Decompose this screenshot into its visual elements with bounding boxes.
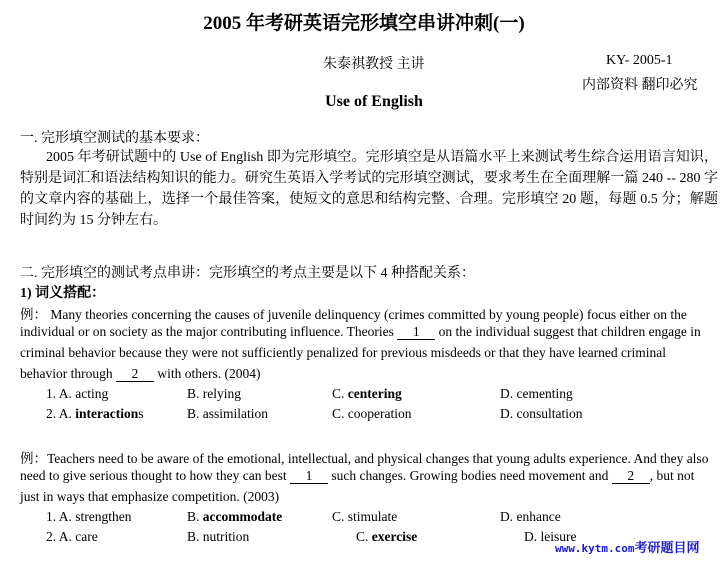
correct-answer: centering: [347, 386, 402, 401]
correct-answer: accommodate: [202, 509, 283, 524]
example1-line3: criminal behavior because they were not sufficiently penalized for previous misdeeds or that they have learned criminal: [20, 345, 667, 360]
option-1a: 1. A. strengthen: [46, 509, 132, 524]
option-1a: 1. A. acting: [46, 386, 109, 401]
example2-text: such changes. Growing bodies need movement and: [327, 468, 612, 483]
blank-2: 2: [612, 469, 650, 484]
section2-heading: 二. 完形填空的测试考点串讲：完形填空的考点主要是以下 4 种搭配关系：: [20, 266, 475, 281]
watermark-site-name: 考研题目网: [634, 540, 700, 555]
watermark-url: www.kytm.com: [555, 542, 635, 555]
lecturer-line: 朱泰祺教授 主讲: [323, 57, 425, 72]
example2-line2: [20, 468, 694, 484]
option-letter: C.: [356, 529, 372, 544]
option-2b: B. nutrition: [187, 529, 250, 544]
site-watermark: [555, 537, 700, 556]
example2-line1: 例：Teachers need to be aware of the emotional, intellectual, and physical changes that young adults experience. And they also: [20, 451, 709, 466]
blank-1: 1: [397, 325, 435, 340]
section1-body: 2005 年考研试题中的 Use of English 即为完形填空。完形填空是从语篇水平上来测试考生综合运用语言知识，特别是词汇和语法结构知识的能力。研究生英语入学考试的完形填空测试，要求考生在全面理解一篇 240 -- 280 字的文章内容的基础上，选择一个最佳答案，使短文的意思和结构完整、合理。完形填空 20 题，每题 0.5 分；解题时间约为 15 分钟左右。: [20, 150, 718, 228]
correct-answer: exercise: [371, 529, 418, 544]
example1-text: behavior through: [20, 366, 116, 381]
option-1c: C. stimulate: [332, 509, 398, 524]
blank-1: 1: [290, 469, 328, 484]
example1-line1: 例： Many theories concerning the causes of juvenile delinquency (crimes committed by young people) focus either on the: [20, 307, 687, 322]
option-2b: B. assimilation: [187, 406, 268, 421]
option-letter: 2. A.: [46, 406, 76, 421]
option-2d: D. leisure: [524, 529, 577, 544]
example1-text: on the individual suggest that children engage in: [435, 324, 701, 339]
option-2c: [356, 529, 417, 545]
example1-text: individual or on society as the major contributing influence. Theories: [20, 324, 398, 339]
option-1c: [332, 386, 402, 402]
example2-text: , but not: [649, 468, 695, 483]
section1-heading: 一. 完形填空测试的基本要求：: [20, 131, 209, 146]
example1-line4: [20, 366, 260, 382]
option-2c: C. cooperation: [332, 406, 412, 421]
option-2a: 2. A. care: [46, 529, 98, 544]
subsection-heading: 1) 词义搭配：: [20, 286, 106, 301]
internal-notice: 内部资料 翻印必究: [582, 78, 698, 93]
correct-answer: interaction: [75, 406, 139, 421]
document-subtitle: Use of English: [325, 93, 423, 110]
option-2d: D. consultation: [500, 406, 583, 421]
option-letter: B.: [187, 509, 203, 524]
example1-line2: [20, 324, 701, 340]
example1-text: with others. (2004): [153, 366, 261, 381]
document-code: KY- 2005-1: [606, 53, 673, 68]
option-1b: B. relying: [187, 386, 241, 401]
option-1d: D. cementing: [500, 386, 573, 401]
document-title: 2005 年考研英语完形填空串讲冲刺(一): [203, 13, 525, 34]
option-1b: [187, 509, 282, 525]
example2-text: need to give serious thought to how they can best: [20, 468, 290, 483]
option-2a: [46, 406, 144, 422]
option-suffix: s: [138, 406, 144, 421]
blank-2: 2: [116, 367, 154, 382]
option-letter: C.: [332, 386, 348, 401]
option-1d: D. enhance: [500, 509, 561, 524]
example2-line3: just in ways that emphasize competition. (2003): [20, 489, 280, 504]
